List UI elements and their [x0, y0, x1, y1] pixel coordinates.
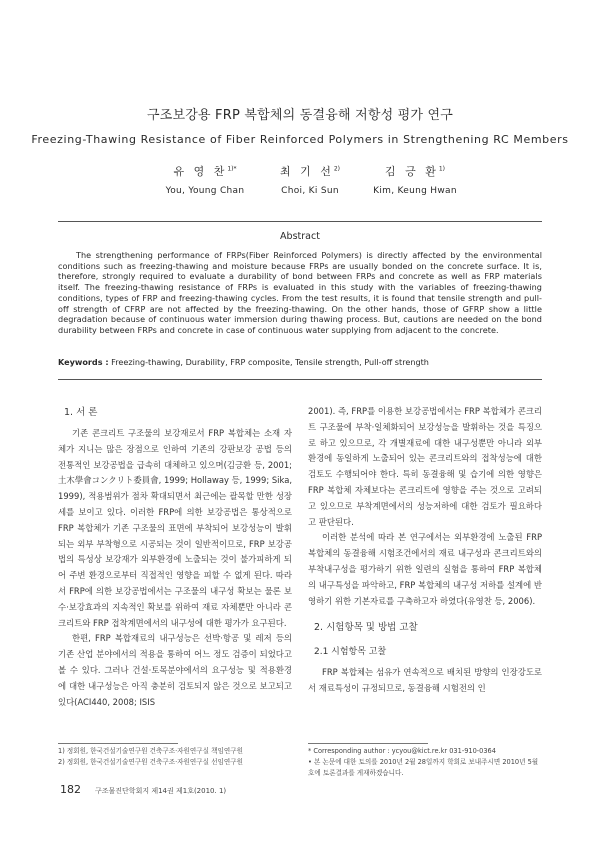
keywords-bottom-rule: [58, 379, 542, 380]
left-column: [58, 404, 292, 710]
author-name-english: You, Young Chan: [165, 186, 245, 196]
body-paragraph: 이러한 분석에 따라 본 연구에서는 외부환경에 노출된 FRP 복합체의 동결융해 시험조건에서의 재료 내구성과 콘크리트와의 부착내구성을 평가하기 위한 일련의 실험을 통하여 FRP 복합체의 내구특성을 파악하고, FRP 복합체의 내구성 저하를 설계에 반영하기 위한 기본자료를 구축하고자 하였다(유영찬 등, 2006).: [308, 532, 542, 606]
body-paragraph: 한편, FRP 복합재료의 내구성능은 선박·항공 및 레저 등의 기존 산업 분야에서의 적용을 통하여 어느 정도 검증이 되었다고 볼 수 있다. 그러나 건설·토목분야에서의 요구성능 및 적용환경에 대한 내구성능은 아직 충분히 검토되지 않은 것으로 보고되고 있다(ACI440, 2008; ISIS: [58, 633, 292, 707]
footnote-rule-left: [58, 743, 178, 744]
author-affiliation-mark: 1): [438, 165, 446, 173]
footnote: • 본 논문에 대한 토의를 2010년 2월 28일까지 학회로 보내주시면 2010년 5월호에 토론결과를 게재하겠습니다.: [308, 758, 539, 777]
footnote: 2) 정회원, 한국건설기술연구원 건축구조·자원연구실 선임연구원: [58, 758, 243, 766]
body-paragraph: 2001). 즉, FRP를 이용한 보강공법에서는 FRP 복합체가 콘크리트 구조물에 부착·일체화되어 보강성능을 발휘하는 것을 특징으로 하고 있으므로, 각 개별재료에 대한 내구성뿐만 아니라 외부환경에 동일하게 노출되어 있는 콘크리트와의 접착성능에 대한 검토도 수행되어야 한다. 특히 동결융해 및 습기에 의한 영향은 FRP 복합체 자체보다는 콘크리트에 영향을 주는 것으로 고려되고 있으므로 부착계면에서의 성능저하에 대한 검토가 필요하다고 판단된다.: [308, 406, 542, 527]
keywords-list: Freezing-thawing, Durability, FRP composite, Tensile strength, Pull-off strength: [111, 357, 429, 367]
author-name-korean: 유 영 찬: [173, 165, 228, 178]
keywords-label: Keywords :: [58, 357, 109, 367]
footnote: 1) 정회원, 한국건설기술연구원 건축구조·자원연구실 책임연구원: [58, 747, 243, 755]
section-heading-introduction: 1. 서 론: [64, 407, 98, 418]
journal-info: 구조물진단학회지 제14권 제1호(2010. 1): [95, 787, 227, 795]
keywords-line: [58, 357, 548, 367]
body-paragraph: 기존 콘크리트 구조물의 보강재로서 FRP 복합체는 소재 자체가 지니는 많은 장점으로 인하여 기존의 강판보강 공법 등의 전통적인 보강공법을 급속히 대체하고 있으며(김긍환 등, 2001; 土木學會コンクリト委員會, 1999; Hollaway 등, 1999; Sika, 1999), 적용범위가 점차 확대되면서 최근에는 괄목할 만한 성장세를 보이고 있다. 이러한 FRP에 의한 보강공법은 통상적으로 FRP 복합체가 기존 구조물의 표면에 부착되어 보강성능이 발휘되는 외부 부착형으로 시공되는 것이 일반적이므로, FRP 보강공법의 특성상 보강재가 외부환경에 노출되는 것이 불가피하게 되어 주변 환경으로부터 직접적인 영향을 피할 수 없게 된다. 따라서 FRP에 의한 보강공법에서는 구조물의 내구성 확보는 물론 보수·보강효과의 지속적인 확보를 위하여 재료 자체뿐만 아니라 콘크리트와 FRP 접착계면에서의 내구성에 대한 평가가 요구된다.: [58, 428, 292, 628]
footnote: * Corresponding author : ycyou@kict.re.kr 031-910-0364: [308, 747, 496, 755]
author-affiliation-mark: 2): [333, 165, 341, 173]
author-name-english: Kim, Keung Hwan: [373, 186, 457, 196]
author-name-korean: 김 긍 환: [384, 165, 439, 178]
body-paragraph: FRP 복합체는 섬유가 연속적으로 배치된 방향의 인장강도로서 재료특성이 규정되므로, 동결융해 시험전의 인: [308, 667, 542, 694]
author-3: [360, 163, 470, 196]
author-1: [150, 163, 260, 196]
author-2: [255, 163, 365, 196]
abstract-heading: Abstract: [280, 231, 320, 242]
footnote-rule-right: [308, 743, 428, 744]
paper-title-korean: 구조보강용 FRP 복합체의 동결융해 저항성 평가 연구: [146, 108, 454, 123]
footnotes-left: [58, 746, 298, 768]
author-affiliation-mark: 1)*: [227, 165, 237, 173]
abstract-top-rule: [58, 221, 542, 222]
section-heading-test-items: 2. 시험항목 및 방법 고찰: [314, 622, 418, 634]
page-number: 182: [60, 783, 81, 796]
right-column: [308, 404, 542, 697]
abstract-text: The strengthening performance of FRPs(Fiber Reinforced Polymers) is directly affected by the environmental conditions such as freezing-thawing and moisture because FRPs are usually bonded on the concrete surface. It is, therefore, strongly required to evaluate a durability of bond between FRPs and concrete as well as FRP materials itself. The freezing-thawing resistance of FRPs is evaluated in this study with the variables of freezing-thawing conditions, types of FRP and freezing-thawing cycles. From the test results, it is found that tensile strength and pull-off strength of CFRP are not affected by the freezing-thawing. On the other hands, those of GFRP show a little degradation because of continuous water immersion during thawing process. But, cautions are needed on the bond durability between FRPs and concrete in case of continuous water supplying from adjacent to the concrete.: [58, 250, 542, 335]
paper-title-english: Freezing-Thawing Resistance of Fiber Reinforced Polymers in Strengthening RC Members: [31, 133, 569, 146]
author-name-korean: 최 기 선: [279, 165, 334, 178]
author-name-english: Choi, Ki Sun: [281, 186, 339, 196]
subsection-heading: 2.1 시험항목 고찰: [314, 647, 387, 658]
footnotes-right: [308, 746, 544, 779]
